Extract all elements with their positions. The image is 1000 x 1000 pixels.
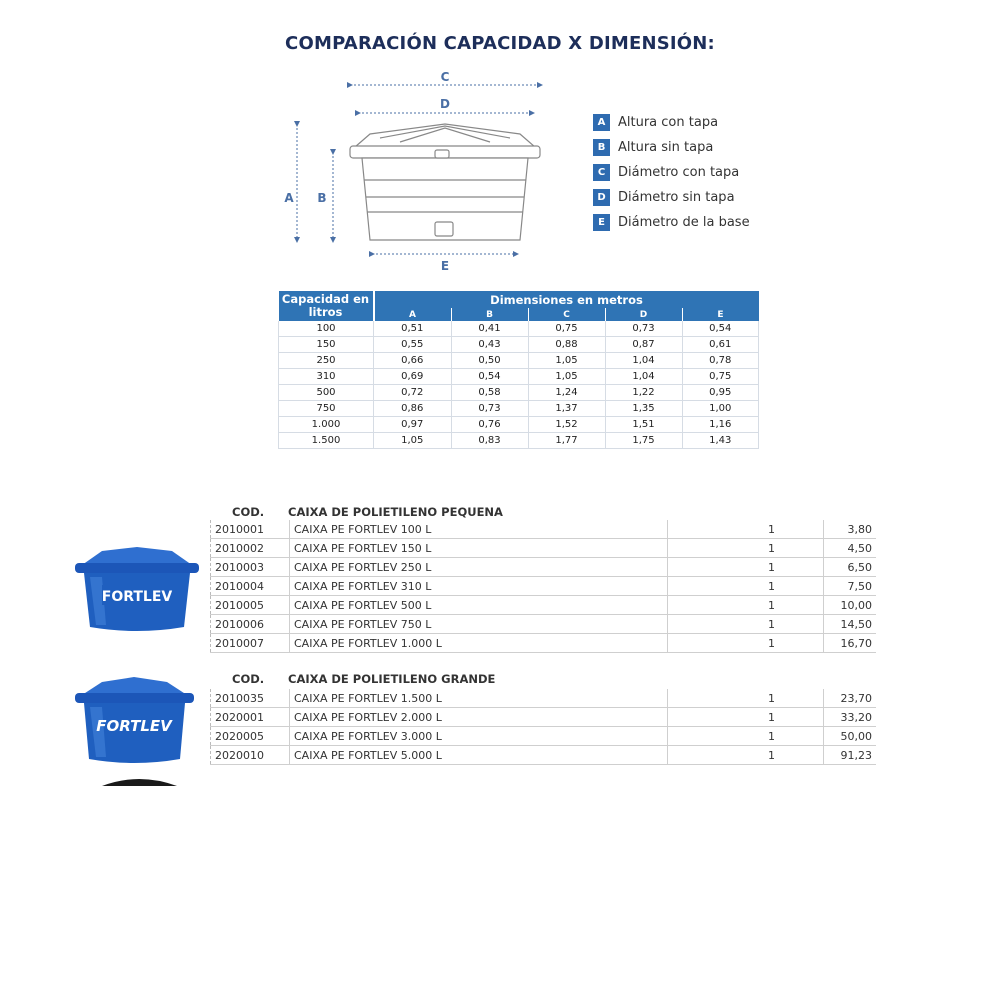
product-description: CAIXA PE FORTLEV 750 L xyxy=(290,615,668,634)
product-quantity: 1 xyxy=(668,558,824,577)
product-code: 2010006 xyxy=(211,615,290,634)
product-code: 2020005 xyxy=(211,727,290,746)
legend-text: Altura sin tapa xyxy=(618,140,714,155)
dimension-cell: 0,75 xyxy=(682,369,759,385)
capacity-cell: 1.000 xyxy=(279,417,374,433)
product-price: 10,00 xyxy=(824,596,877,615)
label-b: B xyxy=(317,191,327,205)
product-quantity: 1 xyxy=(668,615,824,634)
product-description: CAIXA PE FORTLEV 3.000 L xyxy=(290,727,668,746)
dimension-cell: 1,51 xyxy=(605,417,682,433)
dimension-cell: 0,41 xyxy=(451,321,528,337)
table-row xyxy=(211,746,877,765)
product-code: 2010001 xyxy=(211,520,290,539)
dimension-cell: 1,35 xyxy=(605,401,682,417)
dimensions-row xyxy=(279,321,759,337)
dimension-cell: 0,55 xyxy=(374,337,452,353)
product-price: 14,50 xyxy=(824,615,877,634)
dimension-cell: 0,72 xyxy=(374,385,452,401)
list-title: CAIXA DE POLIETILENO GRANDE xyxy=(288,672,496,686)
dimension-cell: 1,00 xyxy=(682,401,759,417)
product-price: 4,50 xyxy=(824,539,877,558)
product-quantity: 1 xyxy=(668,634,824,653)
product-price: 23,70 xyxy=(824,689,877,708)
product-quantity: 1 xyxy=(668,746,824,765)
capacity-cell: 750 xyxy=(279,401,374,417)
dimension-cell: 0,78 xyxy=(682,353,759,369)
legend-item xyxy=(593,185,750,210)
capacity-header: Capacidad en litros xyxy=(279,291,374,321)
dimension-cell: 0,54 xyxy=(451,369,528,385)
dimension-cell: 1,05 xyxy=(528,353,605,369)
capacity-cell: 500 xyxy=(279,385,374,401)
product-description: CAIXA PE FORTLEV 100 L xyxy=(290,520,668,539)
product-table xyxy=(210,520,876,653)
column-header: D xyxy=(605,308,682,321)
table-row xyxy=(211,708,877,727)
dimensions-row xyxy=(279,353,759,369)
table-row xyxy=(211,577,877,596)
dimension-cell: 0,51 xyxy=(374,321,452,337)
legend-badge: D xyxy=(593,189,610,206)
code-column-header: COD. xyxy=(232,672,265,686)
table-row xyxy=(211,615,877,634)
legend-text: Diámetro de la base xyxy=(618,215,750,230)
column-header: A xyxy=(374,308,452,321)
list-title: CAIXA DE POLIETILENO PEQUENA xyxy=(288,505,503,519)
capacity-cell: 150 xyxy=(279,337,374,353)
product-quantity: 1 xyxy=(668,539,824,558)
product-quantity: 1 xyxy=(668,689,824,708)
dimension-cell: 1,37 xyxy=(528,401,605,417)
capacity-cell: 250 xyxy=(279,353,374,369)
dimensions-row xyxy=(279,417,759,433)
legend-badge: E xyxy=(593,214,610,231)
legend-badge: A xyxy=(593,114,610,131)
dimension-cell: 0,73 xyxy=(451,401,528,417)
label-c: C xyxy=(440,70,450,84)
dimension-cell: 0,86 xyxy=(374,401,452,417)
dimension-cell: 0,50 xyxy=(451,353,528,369)
table-row xyxy=(211,727,877,746)
legend-item xyxy=(593,110,750,135)
product-table xyxy=(210,689,876,765)
product-description: CAIXA PE FORTLEV 310 L xyxy=(290,577,668,596)
code-column-header: COD. xyxy=(232,505,265,519)
column-header: E xyxy=(682,308,759,321)
dimension-cell: 0,88 xyxy=(528,337,605,353)
dimension-cell: 1,04 xyxy=(605,353,682,369)
product-price: 91,23 xyxy=(824,746,877,765)
dimensions-row xyxy=(279,385,759,401)
capacity-cell: 1.500 xyxy=(279,433,374,449)
product-price: 3,80 xyxy=(824,520,877,539)
dimensions-header: Dimensiones en metros xyxy=(374,291,759,308)
legend-badge: C xyxy=(593,164,610,181)
table-row xyxy=(211,689,877,708)
dimension-cell: 1,05 xyxy=(528,369,605,385)
dimension-cell: 0,95 xyxy=(682,385,759,401)
product-quantity: 1 xyxy=(668,708,824,727)
legend-text: Diámetro sin tapa xyxy=(618,190,735,205)
dimension-cell: 0,61 xyxy=(682,337,759,353)
dimension-cell: 0,69 xyxy=(374,369,452,385)
legend-item xyxy=(593,160,750,185)
dimension-cell: 1,16 xyxy=(682,417,759,433)
product-description: CAIXA PE FORTLEV 2.000 L xyxy=(290,708,668,727)
label-e: E xyxy=(440,259,450,273)
table-row xyxy=(211,634,877,653)
product-description: CAIXA PE FORTLEV 5.000 L xyxy=(290,746,668,765)
dimension-cell: 0,97 xyxy=(374,417,452,433)
dimension-cell: 1,75 xyxy=(605,433,682,449)
dimension-cell: 1,43 xyxy=(682,433,759,449)
legend-item xyxy=(593,135,750,160)
capacity-cell: 310 xyxy=(279,369,374,385)
dimension-cell: 1,24 xyxy=(528,385,605,401)
tank-outline xyxy=(350,124,540,240)
product-price: 6,50 xyxy=(824,558,877,577)
product-price: 50,00 xyxy=(824,727,877,746)
product-description: CAIXA PE FORTLEV 1.000 L xyxy=(290,634,668,653)
product-quantity: 1 xyxy=(668,577,824,596)
tank-dimension-diagram xyxy=(270,62,570,277)
label-a: A xyxy=(284,191,294,205)
legend-text: Altura con tapa xyxy=(618,115,719,130)
dimension-cell: 0,87 xyxy=(605,337,682,353)
product-description: CAIXA PE FORTLEV 150 L xyxy=(290,539,668,558)
dimension-cell: 0,75 xyxy=(528,321,605,337)
product-price: 7,50 xyxy=(824,577,877,596)
capacity-cell: 100 xyxy=(279,321,374,337)
tank-partial-image xyxy=(102,776,177,786)
dimensions-row xyxy=(279,433,759,449)
dimensions-row xyxy=(279,337,759,353)
product-description: CAIXA PE FORTLEV 1.500 L xyxy=(290,689,668,708)
dimensions-table xyxy=(278,291,759,449)
product-quantity: 1 xyxy=(668,727,824,746)
product-quantity: 1 xyxy=(668,596,824,615)
dimensions-table-body xyxy=(279,321,759,449)
table-row xyxy=(211,558,877,577)
table-row xyxy=(211,596,877,615)
water-tank-image xyxy=(72,675,197,765)
dimension-cell: 0,76 xyxy=(451,417,528,433)
dimension-cell: 1,22 xyxy=(605,385,682,401)
column-header: B xyxy=(451,308,528,321)
column-header: C xyxy=(528,308,605,321)
label-d: D xyxy=(440,97,450,111)
product-code: 2010003 xyxy=(211,558,290,577)
product-code: 2010035 xyxy=(211,689,290,708)
dimension-cell: 0,58 xyxy=(451,385,528,401)
tank-brand-label: FORTLEV xyxy=(96,717,172,735)
product-description: CAIXA PE FORTLEV 500 L xyxy=(290,596,668,615)
page-title: COMPARACIÓN CAPACIDAD X DIMENSIÓN: xyxy=(285,33,715,54)
product-code: 2010004 xyxy=(211,577,290,596)
table-row xyxy=(211,539,877,558)
legend-item xyxy=(593,210,750,235)
dimension-cell: 0,83 xyxy=(451,433,528,449)
dimension-legend xyxy=(593,110,750,235)
product-code: 2010005 xyxy=(211,596,290,615)
product-code: 2010007 xyxy=(211,634,290,653)
product-code: 2010002 xyxy=(211,539,290,558)
water-tank-image xyxy=(72,545,202,635)
dimensions-row xyxy=(279,369,759,385)
dimension-cell: 1,05 xyxy=(374,433,452,449)
legend-text: Diámetro con tapa xyxy=(618,165,740,180)
dimension-cell: 0,43 xyxy=(451,337,528,353)
product-code: 2020001 xyxy=(211,708,290,727)
table-row xyxy=(211,520,877,539)
dimension-cell: 0,66 xyxy=(374,353,452,369)
dimension-cell: 1,04 xyxy=(605,369,682,385)
tank-brand-label: FORTLEV xyxy=(101,589,173,605)
product-quantity: 1 xyxy=(668,520,824,539)
dimensions-row xyxy=(279,401,759,417)
dimension-cell: 0,54 xyxy=(682,321,759,337)
dimension-cell: 1,77 xyxy=(528,433,605,449)
legend-badge: B xyxy=(593,139,610,156)
product-price: 33,20 xyxy=(824,708,877,727)
dimension-cell: 1,52 xyxy=(528,417,605,433)
dimension-cell: 0,73 xyxy=(605,321,682,337)
product-price: 16,70 xyxy=(824,634,877,653)
product-code: 2020010 xyxy=(211,746,290,765)
product-description: CAIXA PE FORTLEV 250 L xyxy=(290,558,668,577)
